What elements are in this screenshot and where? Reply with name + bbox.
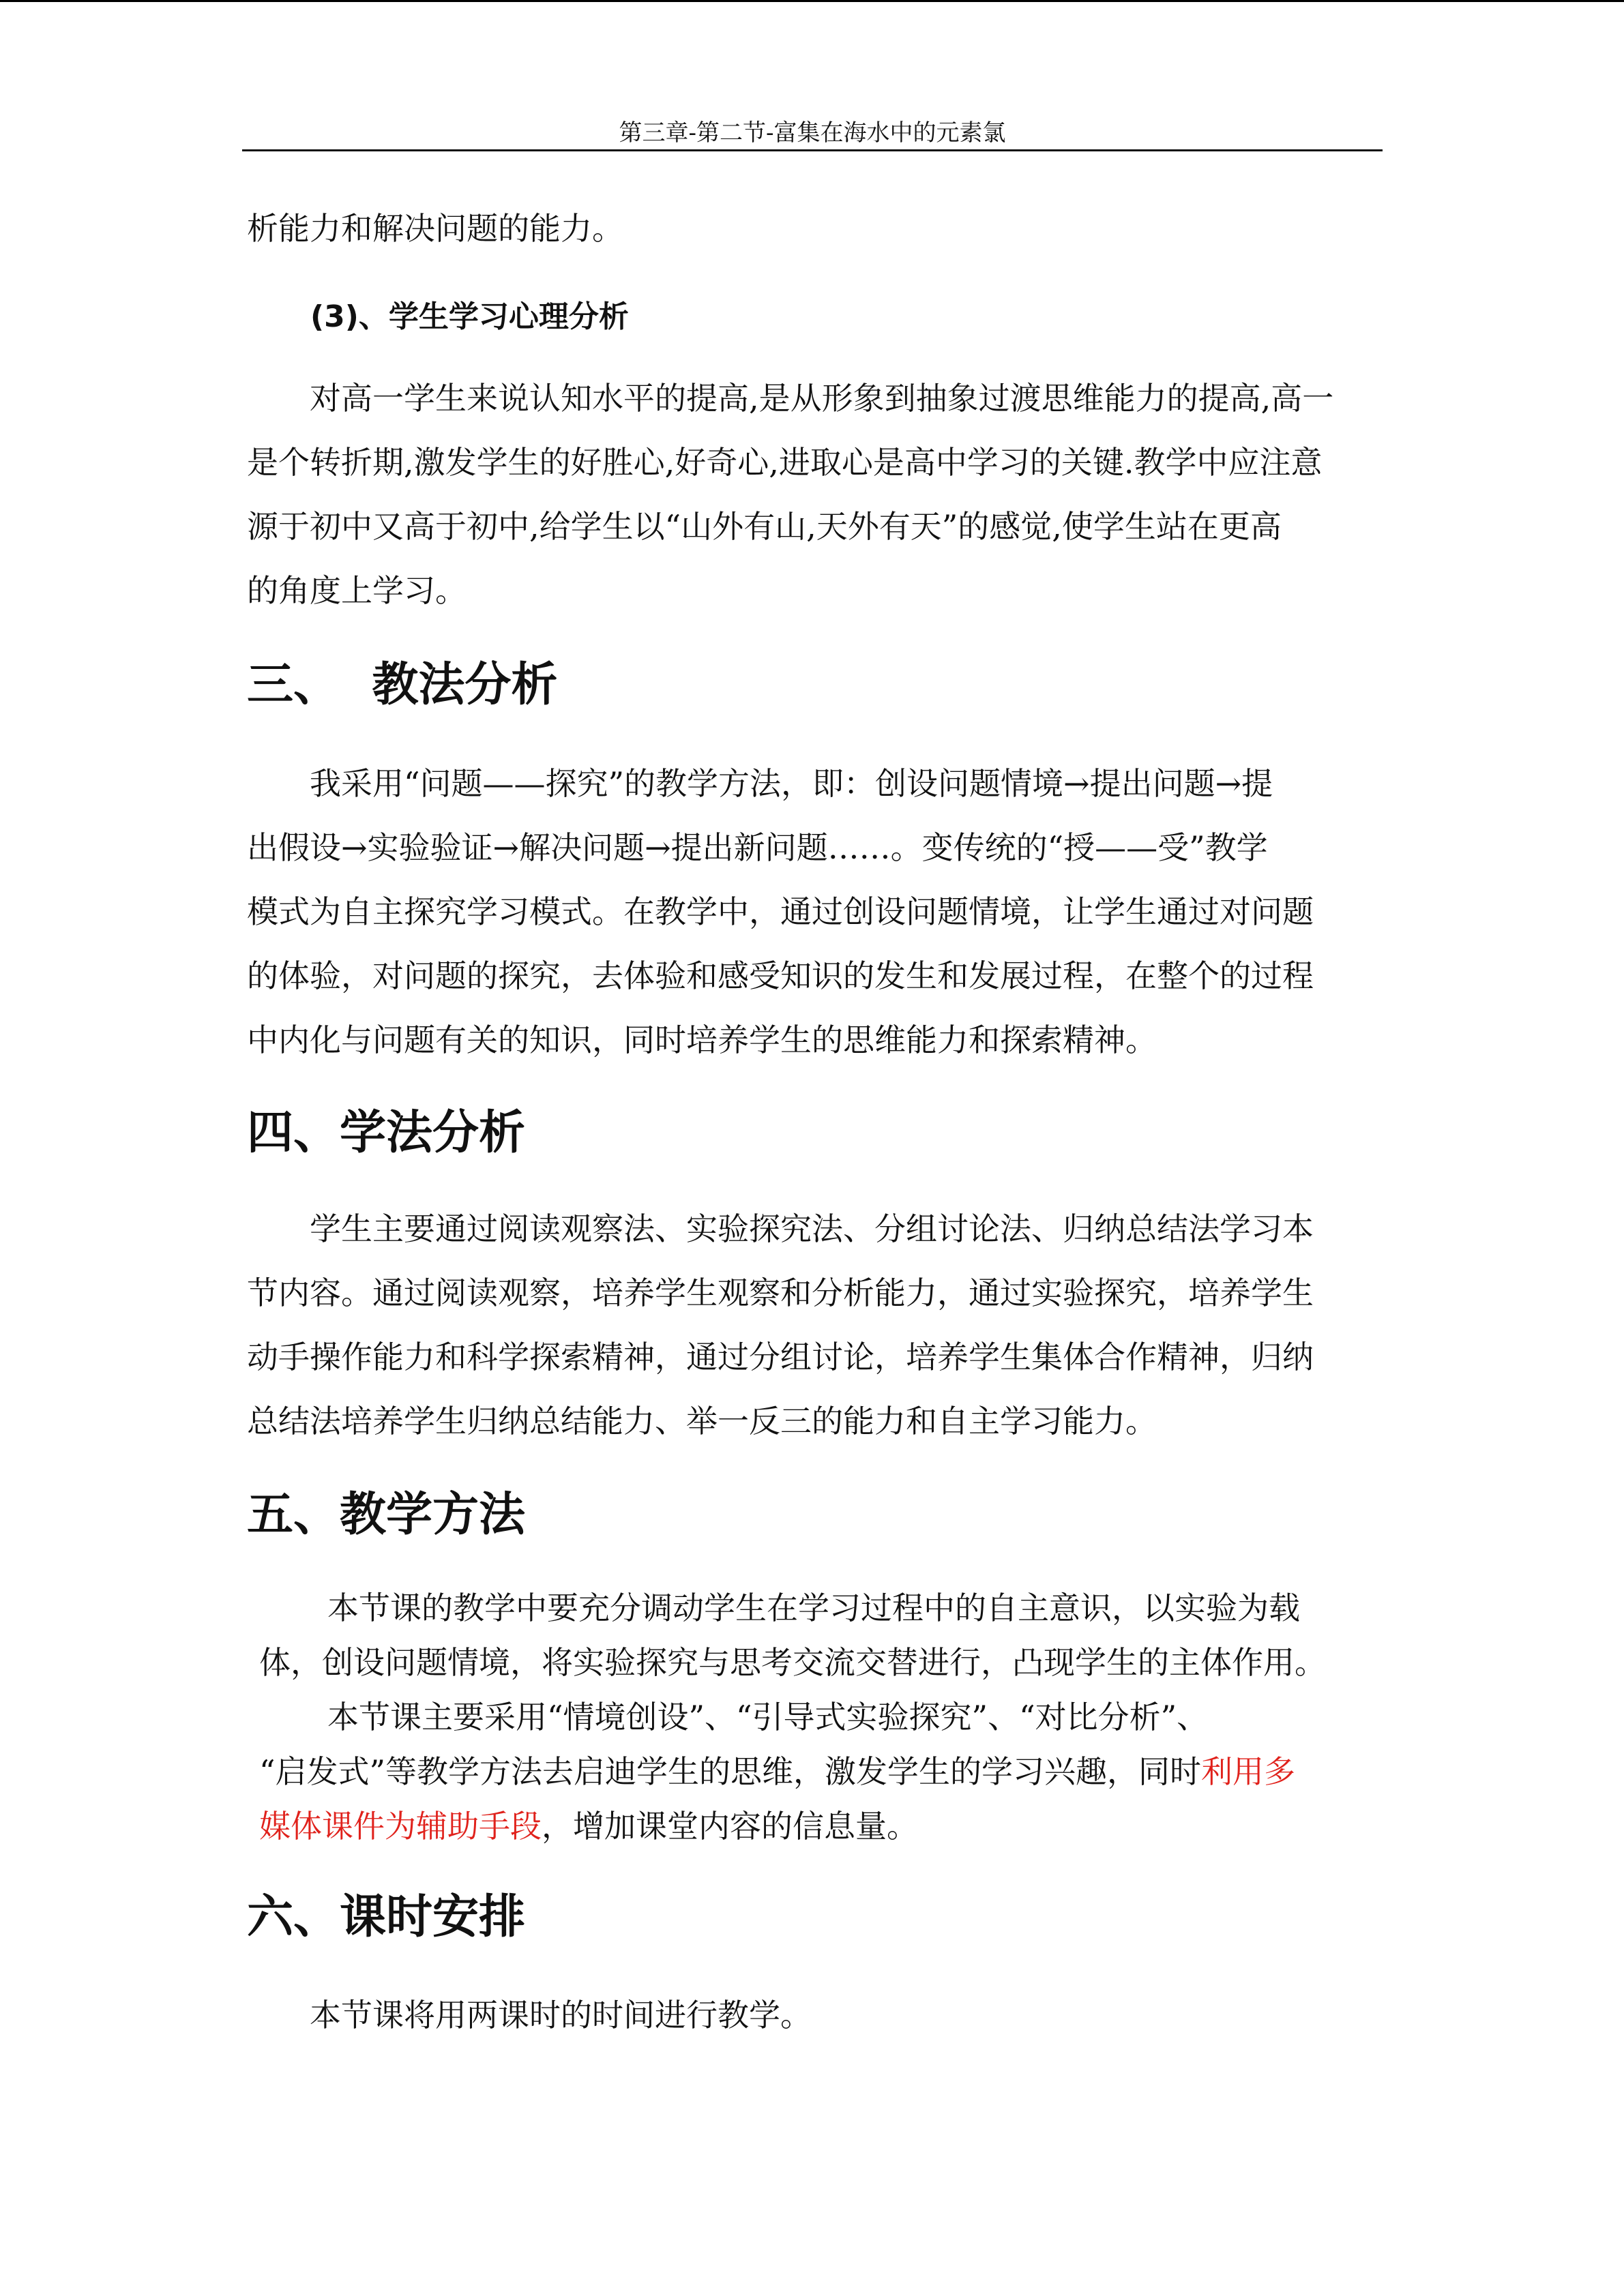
paragraph-psychology — [247, 366, 1379, 623]
header-rule — [242, 149, 1383, 151]
paragraph-teaching-methods — [259, 1581, 1391, 1853]
text-line: 学生主要通过阅读观察法、实验探究法、分组讨论法、归纳总结法学习本 — [310, 1210, 1314, 1247]
text-line — [259, 1744, 1391, 1799]
text-segment: ，增加课堂内容的信息量。 — [542, 1808, 918, 1845]
subheading-psychology: (3)、学生学习心理分析 — [310, 299, 629, 334]
text-line: 体，创设问题情境，将实验探究与思考交流交替进行，凸现学生的主体作用。 — [259, 1644, 1326, 1681]
text-line: 出假设→实验验证→解决问题→提出新问题……。变传统的“授——受”教学 — [247, 829, 1268, 866]
section-heading-learning-method-analysis: 四、学法分析 — [247, 1106, 526, 1160]
text-line: 是个转折期,激发学生的好胜心,好奇心,进取心是高中学习的关键.教学中应注意 — [247, 444, 1323, 481]
highlighted-text: 媒体课件为辅助手段 — [259, 1808, 542, 1845]
section-heading-class-schedule: 六、课时安排 — [247, 1890, 526, 1944]
text-line: 动手操作能力和科学探索精神，通过分组讨论，培养学生集体合作精神，归纳 — [247, 1339, 1314, 1375]
text-line: 模式为自主探究学习模式。在教学中，通过创设问题情境，让学生通过对问题 — [247, 893, 1314, 930]
text-line: 本节课的教学中要充分调动学生在学习过程中的自主意识，以实验为载 — [327, 1590, 1300, 1626]
text-segment: “启发式”等教学方法去启迪学生的思维，激发学生的学习兴趣，同时 — [259, 1753, 1202, 1790]
text-line: 的体验，对问题的探究，去体验和感受知识的发生和发展过程，在整个的过程 — [247, 957, 1314, 994]
text-line: 中内化与问题有关的知识，同时培养学生的思维能力和探索精神。 — [247, 1022, 1157, 1058]
text-line: 节内容。通过阅读观察，培养学生观察和分析能力，通过实验探究，培养学生 — [247, 1274, 1314, 1311]
text-line: 对高一学生来说认知水平的提高,是从形象到抽象过渡思维能力的提高,高一 — [310, 380, 1334, 417]
paragraph-continuation — [247, 196, 1379, 260]
section-heading-teaching-method-analysis: 三、 教法分析 — [247, 658, 558, 712]
text-line — [259, 1799, 1391, 1853]
paragraph-learning-method — [247, 1197, 1379, 1453]
section-heading-teaching-methods: 五、教学方法 — [247, 1488, 526, 1542]
paragraph-class-schedule — [247, 1983, 1379, 2047]
paragraph-teaching-method — [247, 751, 1379, 1072]
text-line: 总结法培养学生归纳总结能力、举一反三的能力和自主学习能力。 — [247, 1403, 1157, 1440]
text-line: 本节课主要采用“情境创设”、“引导式实验探究”、“对比分析”、 — [327, 1699, 1209, 1735]
text-line: 源于初中又高于初中,给学生以“山外有山,天外有天”的感觉,使学生站在更高 — [247, 508, 1282, 545]
highlighted-text: 利用多 — [1201, 1753, 1296, 1790]
running-header: 第三章-第二节-富集在海水中的元素氯 — [619, 119, 1006, 147]
top-border — [0, 0, 1624, 2]
text-line: 的角度上学习。 — [247, 572, 467, 609]
text-line: 我采用“问题——探究”的教学方法，即：创设问题情境→提出问题→提 — [310, 765, 1273, 802]
text-line: 析能力和解决问题的能力。 — [247, 210, 623, 247]
text-line: 本节课将用两课时的时间进行教学。 — [310, 1997, 812, 2033]
